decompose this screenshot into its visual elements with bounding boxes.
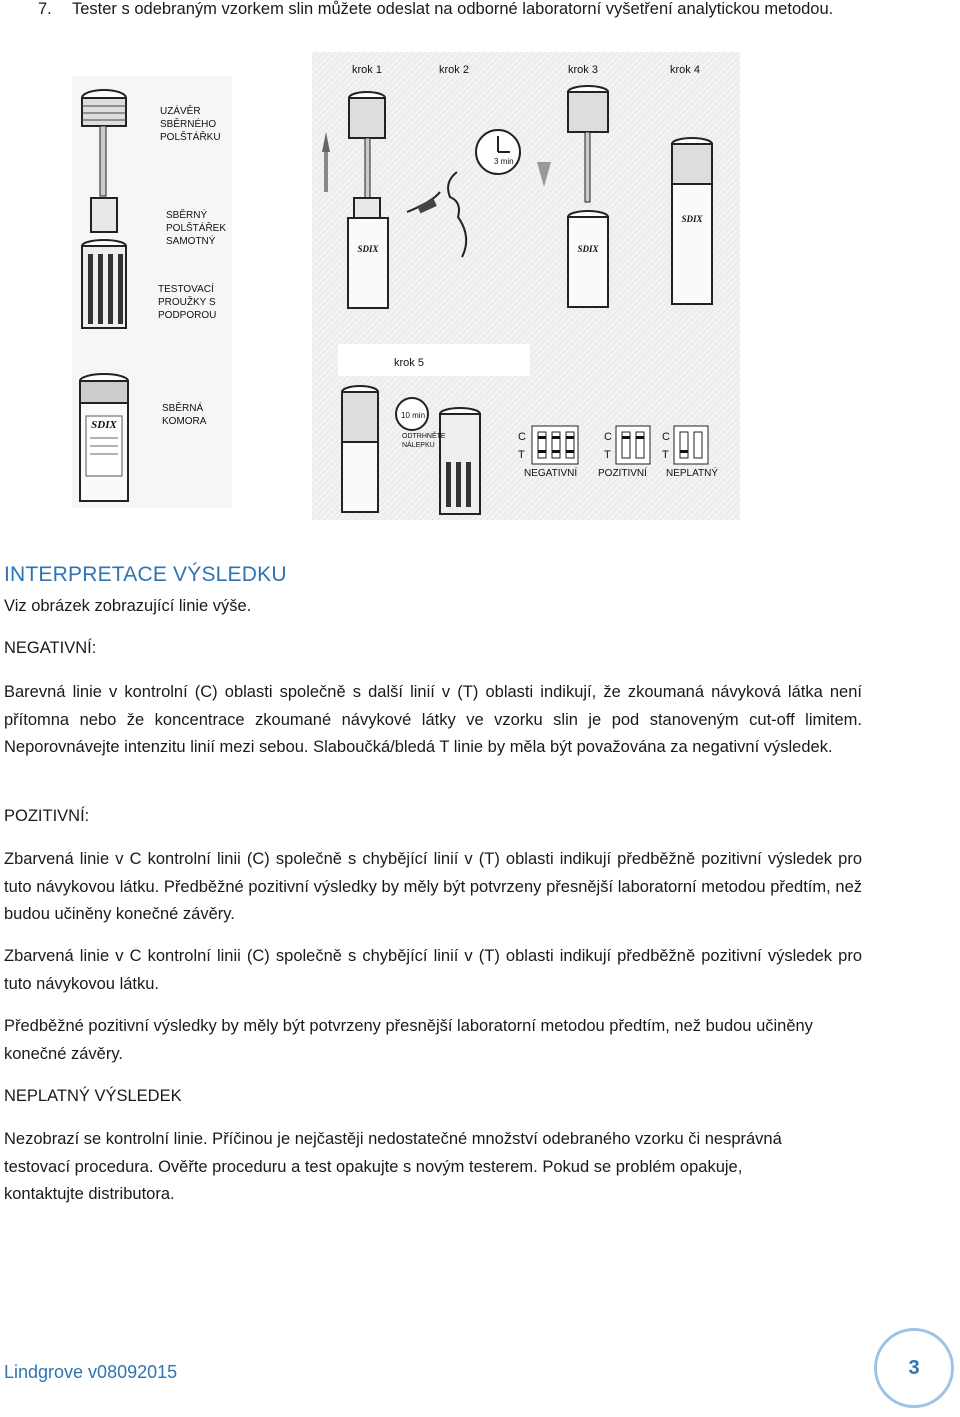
positive-text-1: Zbarvená linie v C kontrolní linii (C) společně s chybějící linií v (T) oblasti indikují předběžně pozitivní výsledek pro tuto návykovou látku. Předběžné pozitivní výsledky by měly být potvrzeny přesnější laboratorní metodou předtím, než budou učiněny konečné závěry. — [4, 850, 862, 923]
t-label-3: T — [662, 449, 669, 461]
result-invalid: NEPLATNÝ — [666, 468, 719, 479]
positive-heading: POZITIVNÍ: — [4, 807, 90, 825]
brand-logo-3: SDIX — [577, 244, 599, 254]
step-7 — [38, 0, 878, 24]
brand-logo-4: SDIX — [681, 214, 703, 224]
page-number: 3 — [874, 1328, 954, 1408]
positive-text-2: Zbarvená linie v C kontrolní linii (C) společně s chybějící linií v (T) oblasti indikují předběžně pozitivní výsledek pro tuto návykovou látku. — [4, 947, 862, 993]
step-label-1: krok 1 — [352, 64, 382, 76]
components-figure — [72, 76, 232, 508]
label-pad-2: POLŠTÁŘEK — [166, 223, 227, 234]
c-label-3: C — [662, 431, 670, 443]
chamber-drawing — [80, 374, 128, 501]
step-number: 7. — [38, 0, 52, 18]
intro-text: Viz obrázek zobrazující linie výše. — [4, 597, 252, 615]
label-pad-3: SAMOTNÝ — [166, 236, 216, 247]
step-text: Tester s odebraným vzorkem slin můžete odeslat na odborné laboratorní vyšetření analytickou metodou. — [72, 0, 834, 18]
step-label-4: krok 4 — [670, 64, 700, 76]
c-label-1: C — [518, 431, 526, 443]
result-strips — [518, 426, 718, 479]
timer-3min: 3 min — [494, 157, 514, 166]
label-chamber-2: KOMORA — [162, 416, 207, 427]
footer-version: Lindgrove v08092015 — [4, 1362, 178, 1382]
label-strips-2: PROUŽKY S — [158, 297, 216, 308]
brand-logo-1: SDIX — [357, 244, 379, 254]
t-label-1: T — [518, 449, 525, 461]
label-cap-3: POLŠTÁŘKU — [160, 132, 221, 143]
invalid-heading: NEPLATNÝ VÝSLEDEK — [4, 1087, 182, 1105]
step-label-5: krok 5 — [394, 357, 424, 369]
label-cap-2: SBĚRNÉHO — [160, 119, 217, 130]
negative-heading: NEGATIVNÍ: — [4, 639, 97, 657]
negative-text: Barevná linie v kontrolní (C) oblasti společně s další linií v (T) oblasti indikují, že zkoumaná návyková látka není přítomna nebo že koncentrace zkoumané návykové látky ve vzorku slin je pod stanoveným cut-off limitem. Neporovnávejte intenzitu linií mezi sebou. Slaboučká/bledá T linie by měla být považována za negativní výsledek. — [4, 683, 862, 756]
result-negative: NEGATIVNÍ — [524, 468, 578, 479]
invalid-text: Nezobrazí se kontrolní linie. Příčinou je nejčastěji nedostatečné množství odebraného vzorku či nesprávná testovací procedura. Ověřte proceduru a test opakujte s novým testerem. Pokud se problém opakuje, kontaktujte distributora. — [4, 1130, 782, 1203]
label-cap-1: UZÁVĚR — [160, 106, 201, 117]
timer-10min: 10 min — [401, 411, 426, 420]
label-pad-1: SBĚRNÝ — [166, 210, 208, 221]
t-label-2: T — [604, 449, 611, 461]
step4-closed-drawing — [672, 138, 712, 304]
label-chamber-1: SBĚRNÁ — [162, 403, 204, 414]
section-title: INTERPRETACE VÝSLEDKU — [4, 563, 287, 586]
strips-drawing — [82, 240, 126, 328]
sticker-note-2: NÁLEPKU — [402, 442, 435, 449]
sticker-note-1: ODTRHNĚTE — [402, 433, 446, 440]
brand-logo: SDIX — [91, 419, 117, 431]
positive-text-3: Předběžné pozitivní výsledky by měly být potvrzeny přesnější laboratorní metodou předtím, než budou učiněny konečné závěry. — [4, 1017, 813, 1063]
step-label-2: krok 2 — [439, 64, 469, 76]
steps-figure — [312, 52, 740, 520]
pad-drawing — [91, 198, 117, 232]
result-positive: POZITIVNÍ — [598, 468, 647, 479]
label-strips-3: PODPOROU — [158, 310, 217, 321]
step-label-3: krok 3 — [568, 64, 598, 76]
label-strips-1: TESTOVACÍ — [158, 284, 214, 295]
c-label-2: C — [604, 431, 612, 443]
